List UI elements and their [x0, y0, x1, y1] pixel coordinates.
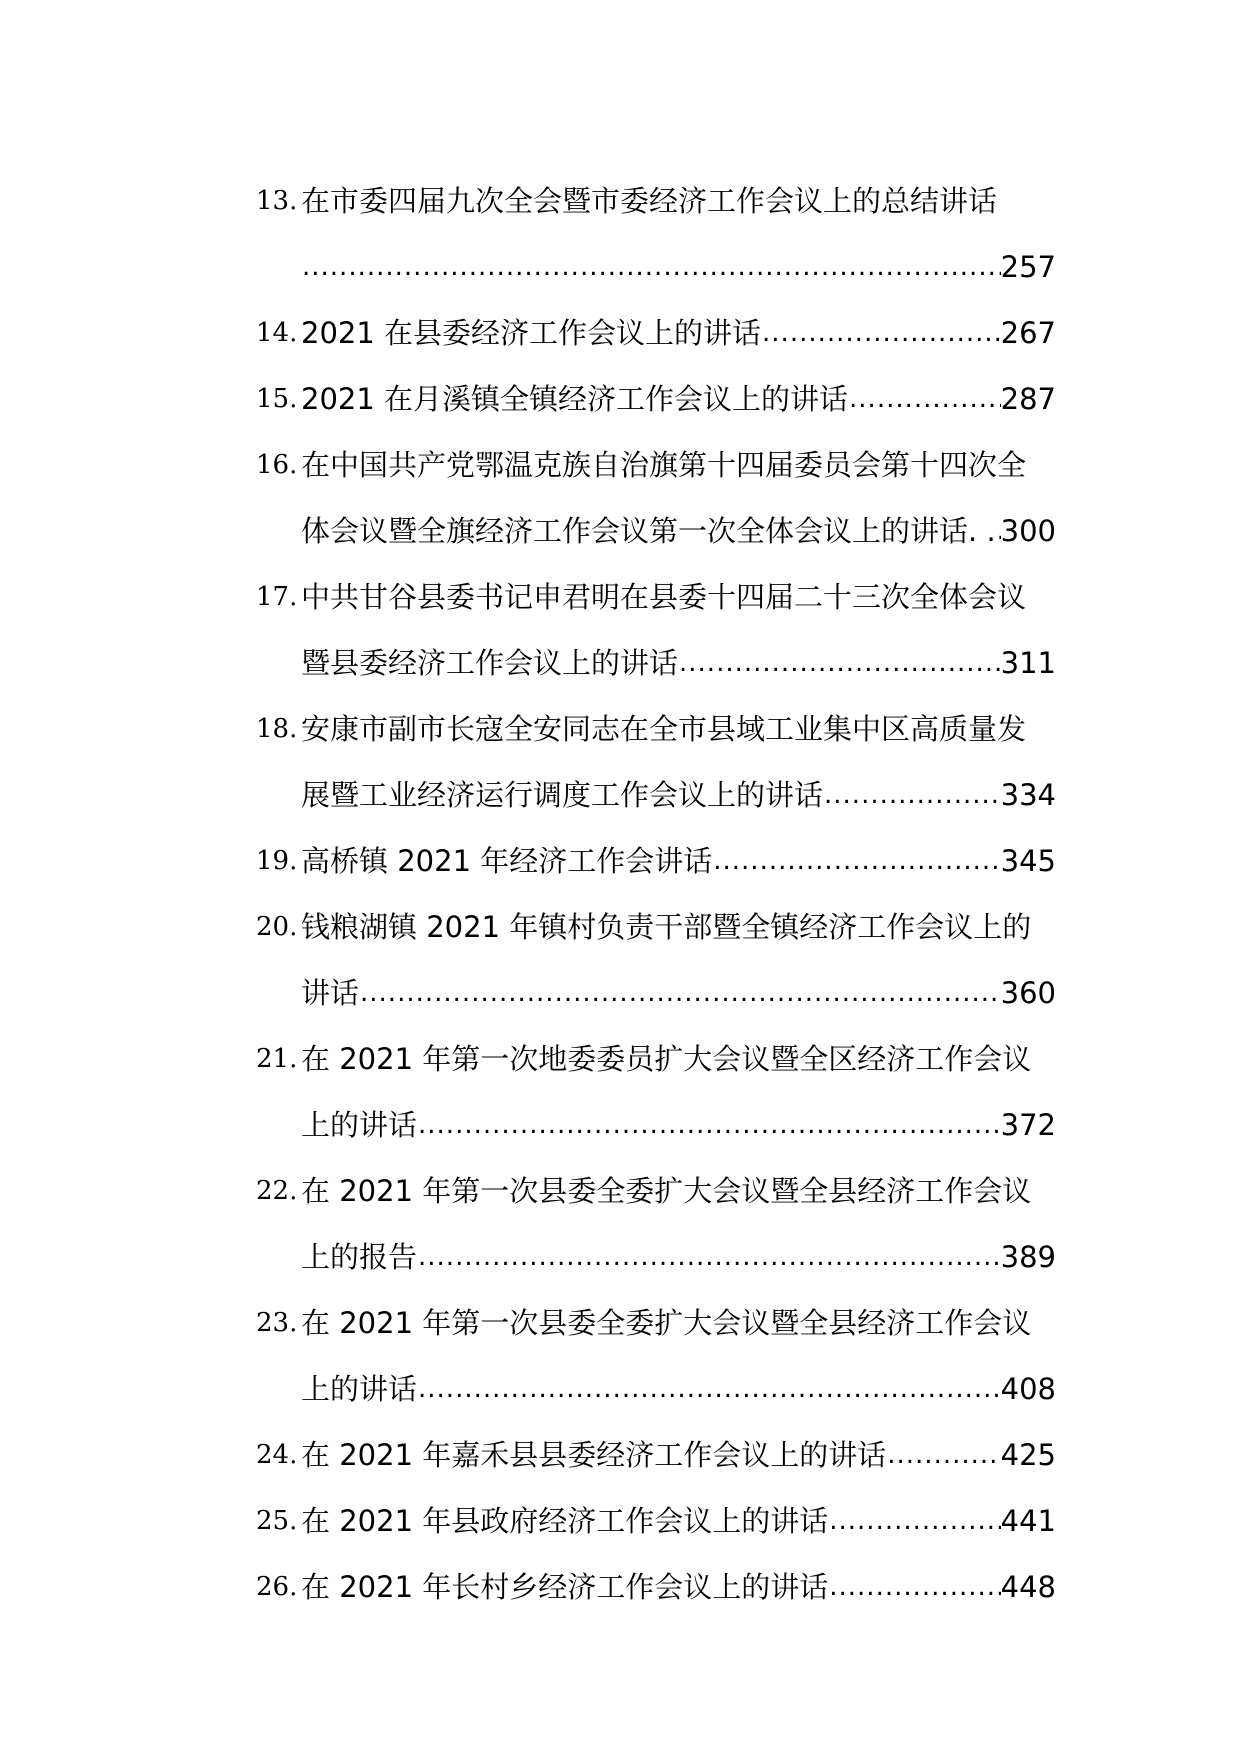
toc-entry-page-number: 441 [1000, 1504, 1056, 1538]
dot-leader [417, 1092, 1001, 1158]
toc-entry-title: 在市委四届九次全会暨市委经济工作会议上的总结讲话 [301, 184, 998, 218]
toc-entry-title: 体会议暨全旗经济工作会议第一次全体会议上的讲话. . [301, 514, 996, 548]
toc-entry-page-number: 267 [1000, 316, 1056, 350]
toc-entry-page-number: 389 [1000, 1240, 1056, 1274]
toc-entry[interactable] [256, 1026, 1056, 1158]
dot-leader [359, 960, 1001, 1026]
toc-entry-page-number: 425 [1000, 1438, 1056, 1472]
toc-entry-number: 15. [256, 384, 298, 414]
toc-entry-number: 16. [256, 450, 298, 480]
toc-entry-page-number: 448 [1000, 1570, 1056, 1604]
toc-entry-number: 18. [256, 714, 298, 744]
dot-leader [417, 1356, 1001, 1422]
dot-leader [417, 1224, 1001, 1290]
toc-entry-number: 14. [256, 318, 298, 348]
toc-entry-title: 2021 在县委经济工作会议上的讲话 [301, 316, 762, 350]
toc-entry-number: 26. [256, 1572, 298, 1602]
toc-entry-title: 在 2021 年长村乡经济工作会议上的讲话 [301, 1570, 829, 1604]
toc-entry-page-number: 300 [1000, 514, 1056, 548]
toc-entry[interactable] [256, 1422, 1056, 1488]
toc-entry[interactable] [256, 1158, 1056, 1290]
toc-entry[interactable] [256, 564, 1056, 696]
toc-entry[interactable] [256, 366, 1056, 432]
toc-entry-title: 在 2021 年第一次县委全委扩大会议暨全县经济工作会议 [301, 1174, 1032, 1208]
toc-entry-title: 上的讲话 [301, 1108, 418, 1142]
toc-entry-number: 23. [256, 1308, 298, 1338]
toc-entry-page-number: 334 [1000, 778, 1056, 812]
toc-entry-page-number: 257 [1000, 250, 1056, 284]
toc-entry-page-number: 372 [1000, 1108, 1056, 1142]
toc-entry[interactable] [256, 1554, 1056, 1620]
toc-entry-title: 钱粮湖镇 2021 年镇村负责干部暨全镇经济工作会议上的 [301, 910, 1032, 944]
toc-entry-title: 上的报告 [301, 1240, 418, 1274]
toc-entry-title: 暨县委经济工作会议上的讲话 [301, 646, 679, 680]
toc-entry-page-number: 345 [1000, 844, 1056, 878]
dot-leader [848, 366, 1001, 432]
toc-entry[interactable] [256, 300, 1056, 366]
toc-entry-title: 在中国共产党鄂温克族自治旗第十四届委员会第十四次全 [301, 448, 1027, 482]
toc-entry-title: 高桥镇 2021 年经济工作会讲话 [301, 844, 713, 878]
toc-entry-number: 20. [256, 912, 298, 942]
dot-leader [301, 234, 1001, 300]
toc-entry-title: 展暨工业经济运行调度工作会议上的讲话 [301, 778, 824, 812]
toc-entry-page-number: 311 [1000, 646, 1056, 680]
toc-entry-number: 24. [256, 1440, 298, 1470]
toc-entry-number: 19. [256, 846, 298, 876]
toc-entry[interactable] [256, 1488, 1056, 1554]
toc-entry[interactable] [256, 1290, 1056, 1422]
toc-entry-page-number: 287 [1000, 382, 1056, 416]
toc-entry-number: 25. [256, 1506, 298, 1536]
toc-entry-number: 22. [256, 1176, 298, 1206]
toc-entry[interactable] [256, 168, 1056, 300]
toc-entry-title: 上的讲话 [301, 1372, 418, 1406]
dot-leader [828, 1554, 1000, 1620]
toc-entry[interactable] [256, 828, 1056, 894]
toc-entry[interactable] [256, 432, 1056, 564]
toc-entry-number: 13. [256, 186, 298, 216]
toc-entry[interactable] [256, 894, 1056, 1026]
dot-leader [761, 300, 1001, 366]
toc-entry-page-number: 360 [1000, 976, 1056, 1010]
toc-entry-title: 讲话 [301, 976, 360, 1010]
toc-entry-number: 17. [256, 582, 298, 612]
toc-entry-title: 安康市副市长寇全安同志在全市县域工业集中区高质量发 [301, 712, 1027, 746]
toc-entry-title: 在 2021 年县政府经济工作会议上的讲话 [301, 1504, 829, 1538]
toc-entry-number: 21. [256, 1044, 298, 1074]
dot-leader [886, 1422, 1000, 1488]
toc-entry-title: 在 2021 年嘉禾县县委经济工作会议上的讲话 [301, 1438, 887, 1472]
dot-leader [828, 1488, 1000, 1554]
dot-leader [712, 828, 1000, 894]
toc-entry[interactable] [256, 696, 1056, 828]
toc-entry-title: 在 2021 年第一次地委委员扩大会议暨全区经济工作会议 [301, 1042, 1032, 1076]
dot-leader [823, 762, 1001, 828]
toc-entry-title: 2021 在月溪镇全镇经济工作会议上的讲话 [301, 382, 849, 416]
toc-entry-title: 在 2021 年第一次县委全委扩大会议暨全县经济工作会议 [301, 1306, 1032, 1340]
dot-leader [678, 630, 1001, 696]
toc-entry-page-number: 408 [1000, 1372, 1056, 1406]
table-of-contents [256, 168, 1056, 1620]
toc-entry-title: 中共甘谷县委书记申君明在县委十四届二十三次全体会议 [301, 580, 1027, 614]
